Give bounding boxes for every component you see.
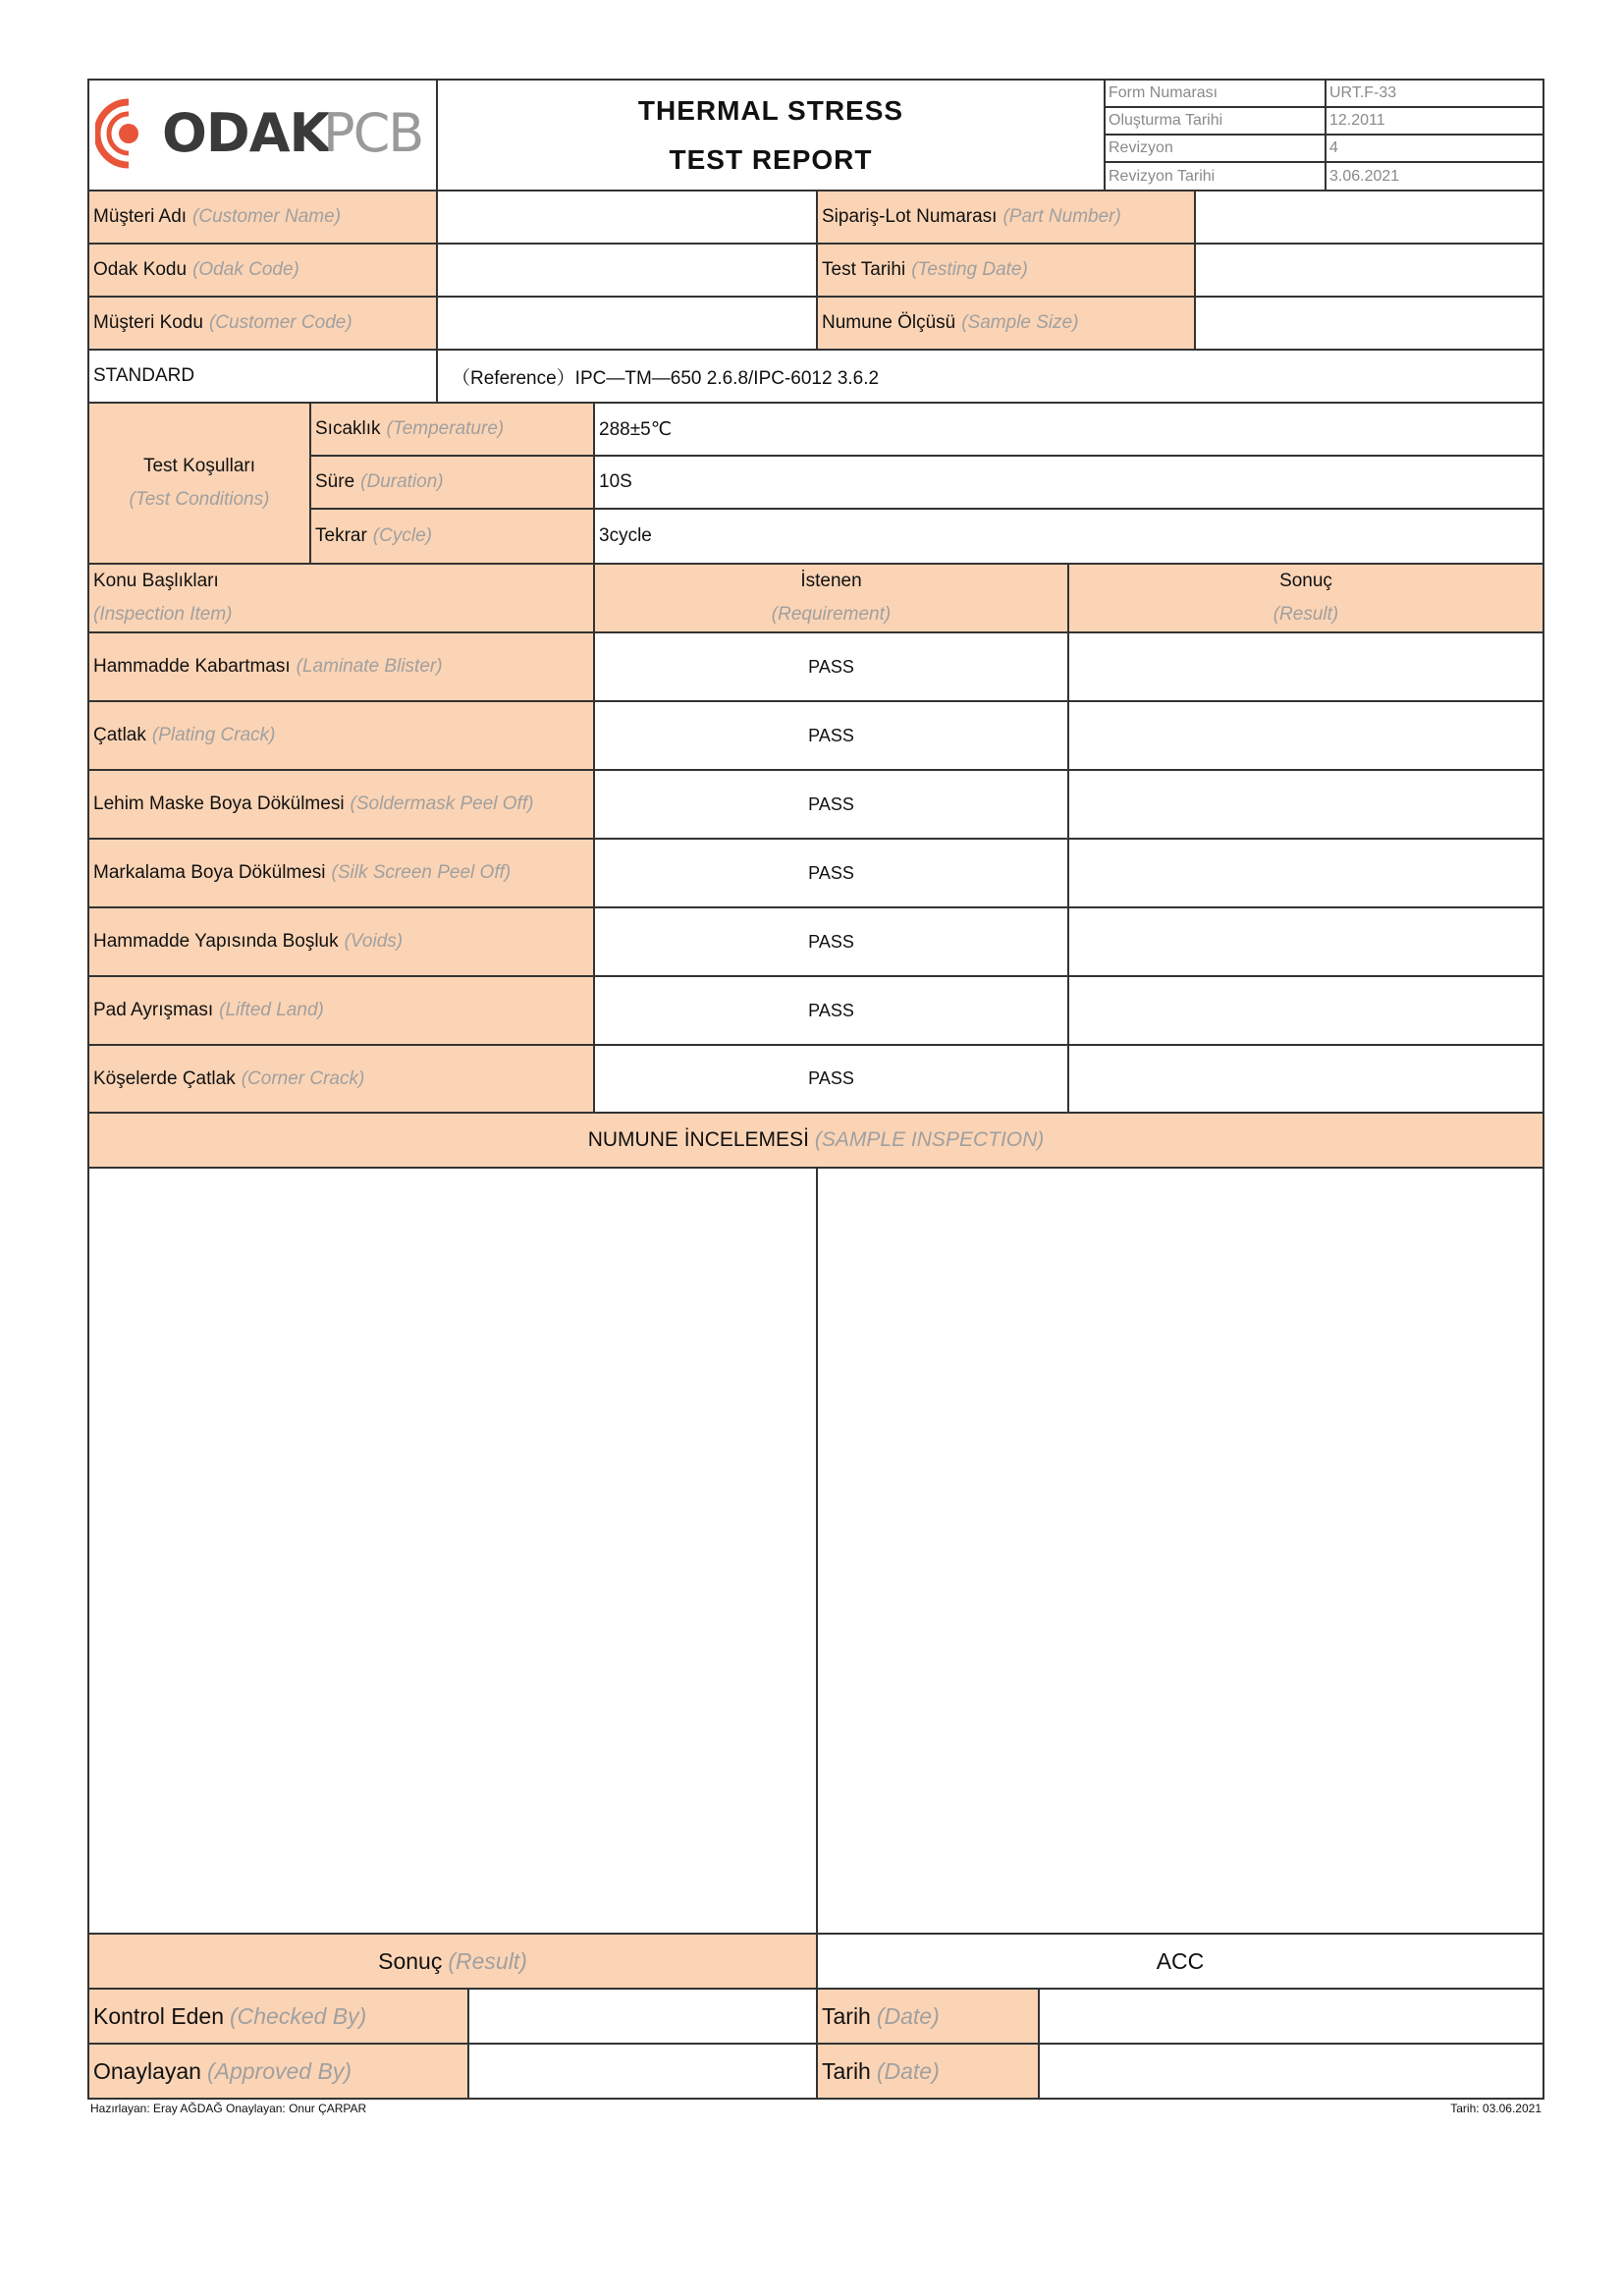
logo-subtext: PCB <box>323 102 423 164</box>
testing-date-tr: Test Tarihi <box>822 259 906 280</box>
checked-by-en: (Checked By) <box>229 2002 367 2029</box>
table-row-item <box>87 906 595 977</box>
temperature-en: (Temperature) <box>386 418 505 439</box>
table-row-requirement: PASS <box>593 906 1069 977</box>
duration-label <box>309 455 595 510</box>
table-row-item <box>87 975 595 1046</box>
sample-image-area-right[interactable] <box>816 1167 1544 1935</box>
table-row-result[interactable] <box>1067 1044 1544 1114</box>
final-result-label <box>87 1933 818 1990</box>
inspection-item-en: (Inspection Item) <box>93 604 233 625</box>
meta-label-created: Oluşturma Tarihi <box>1104 106 1326 136</box>
item-en: (Lifted Land) <box>219 1000 324 1020</box>
item-en: (Laminate Blister) <box>296 656 443 677</box>
meta-value-form-no: URT.F-33 <box>1325 79 1544 108</box>
approved-date-tr: Tarih <box>822 2057 871 2084</box>
final-result-value: ACC <box>816 1933 1544 1990</box>
item-en: (Silk Screen Peel Off) <box>331 862 512 883</box>
cycle-tr: Tekrar <box>315 525 367 546</box>
approved-date-en: (Date) <box>876 2057 940 2084</box>
table-row-result[interactable] <box>1067 838 1544 908</box>
approved-by-en: (Approved By) <box>206 2057 352 2084</box>
result-en: (Result) <box>1272 604 1339 625</box>
title-line-1: THERMAL STRESS <box>637 94 904 126</box>
customer-code-tr: Müşteri Kodu <box>93 312 203 333</box>
customer-name-field[interactable] <box>436 190 818 245</box>
title-line-2: TEST REPORT <box>669 143 873 175</box>
checked-by-label <box>87 1988 469 2045</box>
sample-size-tr: Numune Ölçüsü <box>822 312 956 333</box>
odak-code-tr: Odak Kodu <box>93 259 188 280</box>
approved-by-field[interactable] <box>467 2043 818 2100</box>
odak-code-en: (Odak Code) <box>192 259 299 280</box>
odak-code-label <box>87 243 438 298</box>
checked-by-field[interactable] <box>467 1988 818 2045</box>
item-tr: Pad Ayrışması <box>93 1000 214 1020</box>
cycle-label <box>309 508 595 565</box>
test-conditions-label <box>87 402 311 565</box>
temperature-label <box>309 402 595 457</box>
customer-code-label <box>87 296 438 351</box>
part-number-label <box>816 190 1196 245</box>
checked-date-en: (Date) <box>876 2002 940 2029</box>
item-tr: Hammadde Kabartması <box>93 656 291 677</box>
table-row-item <box>87 769 595 840</box>
odak-logo <box>95 94 429 173</box>
table-row-requirement: PASS <box>593 975 1069 1046</box>
item-en: (Plating Crack) <box>151 725 276 745</box>
approved-by-label <box>87 2043 469 2100</box>
requirement-tr: İstenen <box>800 571 862 591</box>
sample-inspection-tr: NUMUNE İNCELEMESİ <box>587 1128 809 1151</box>
approved-date-label <box>816 2043 1040 2100</box>
footer-date: Tarih: 03.06.2021 <box>1450 2102 1542 2115</box>
table-row-result[interactable] <box>1067 975 1544 1046</box>
table-row-result[interactable] <box>1067 769 1544 840</box>
test-conditions-tr: Test Koşulları <box>142 456 256 476</box>
table-row-requirement: PASS <box>593 700 1069 771</box>
standard-value: （Reference）IPC—TM—650 2.6.8/IPC-6012 3.6.2 <box>436 349 1544 404</box>
table-row-result[interactable] <box>1067 906 1544 977</box>
meta-label-form-no: Form Numarası <box>1104 79 1326 108</box>
item-tr: Hammadde Yapısında Boşluk <box>93 931 339 952</box>
sample-inspection-en: (SAMPLE INSPECTION) <box>814 1128 1045 1151</box>
checked-date-tr: Tarih <box>822 2002 871 2029</box>
test-conditions-en: (Test Conditions) <box>129 489 270 510</box>
report-title <box>436 79 1106 191</box>
final-result-tr: Sonuç <box>378 1947 443 1974</box>
item-tr: Çatlak <box>93 725 146 745</box>
testing-date-label <box>816 243 1196 298</box>
cycle-value: 3cycle <box>593 508 1544 565</box>
table-row-result[interactable] <box>1067 700 1544 771</box>
table-row-item <box>87 631 595 702</box>
customer-name-label <box>87 190 438 245</box>
meta-value-revision: 4 <box>1325 134 1544 163</box>
item-tr: Köşelerde Çatlak <box>93 1067 236 1089</box>
inspection-item-tr: Konu Başlıkları <box>93 571 219 591</box>
approved-by-tr: Onaylayan <box>93 2057 201 2084</box>
customer-code-field[interactable] <box>436 296 818 351</box>
temperature-tr: Sıcaklık <box>315 418 381 439</box>
meta-label-revision: Revizyon <box>1104 134 1326 163</box>
sample-size-en: (Sample Size) <box>961 312 1079 333</box>
checked-date-field[interactable] <box>1038 1988 1544 2045</box>
final-result-en: (Result) <box>448 1947 527 1974</box>
part-number-tr: Sipariş-Lot Numarası <box>822 206 998 227</box>
checked-by-tr: Kontrol Eden <box>93 2002 224 2029</box>
odak-code-field[interactable] <box>436 243 818 298</box>
logo-text: ODAK <box>162 102 330 164</box>
logo-cell <box>87 79 438 191</box>
item-en: (Voids) <box>344 931 404 952</box>
requirement-en: (Requirement) <box>771 604 892 625</box>
meta-value-created: 12.2011 <box>1325 106 1544 136</box>
sample-size-label <box>816 296 1196 351</box>
standard-label: STANDARD <box>87 349 438 404</box>
customer-name-en: (Customer Name) <box>192 206 342 227</box>
table-row-result[interactable] <box>1067 631 1544 702</box>
table-row-requirement: PASS <box>593 1044 1069 1114</box>
table-row-item <box>87 1044 595 1114</box>
sample-inspection-header <box>87 1112 1544 1169</box>
sample-image-area-left[interactable] <box>87 1167 818 1935</box>
inspection-item-header <box>87 563 595 633</box>
table-row-requirement: PASS <box>593 769 1069 840</box>
customer-name-tr: Müşteri Adı <box>93 206 188 227</box>
sample-size-field[interactable] <box>1194 296 1544 351</box>
duration-tr: Süre <box>315 471 355 492</box>
table-row-requirement: PASS <box>593 631 1069 702</box>
footer-prepared-by: Hazırlayan: Eray AĞDAĞ Onaylayan: Onur ÇARPAR <box>90 2102 367 2115</box>
part-number-en: (Part Number) <box>1002 206 1121 227</box>
table-row-item <box>87 838 595 908</box>
logo-mark-icon <box>95 94 156 173</box>
approved-date-field[interactable] <box>1038 2043 1544 2100</box>
result-tr: Sonuç <box>1279 571 1332 591</box>
customer-code-en: (Customer Code) <box>208 312 352 333</box>
table-row-requirement: PASS <box>593 838 1069 908</box>
duration-en: (Duration) <box>360 471 444 492</box>
item-tr: Lehim Maske Boya Dökülmesi <box>93 793 345 814</box>
part-number-field[interactable] <box>1194 190 1544 245</box>
checked-date-label <box>816 1988 1040 2045</box>
result-header <box>1067 563 1544 633</box>
testing-date-en: (Testing Date) <box>911 259 1028 280</box>
meta-value-revision-date: 3.06.2021 <box>1325 161 1544 191</box>
item-en: (Corner Crack) <box>241 1067 365 1089</box>
meta-label-revision-date: Revizyon Tarihi <box>1104 161 1326 191</box>
cycle-en: (Cycle) <box>372 525 432 546</box>
testing-date-field[interactable] <box>1194 243 1544 298</box>
requirement-header <box>593 563 1069 633</box>
duration-value: 10S <box>593 455 1544 510</box>
table-row-item <box>87 700 595 771</box>
item-en: (Soldermask Peel Off) <box>350 793 534 814</box>
temperature-value: 288±5℃ <box>593 402 1544 457</box>
item-tr: Markalama Boya Dökülmesi <box>93 862 326 883</box>
